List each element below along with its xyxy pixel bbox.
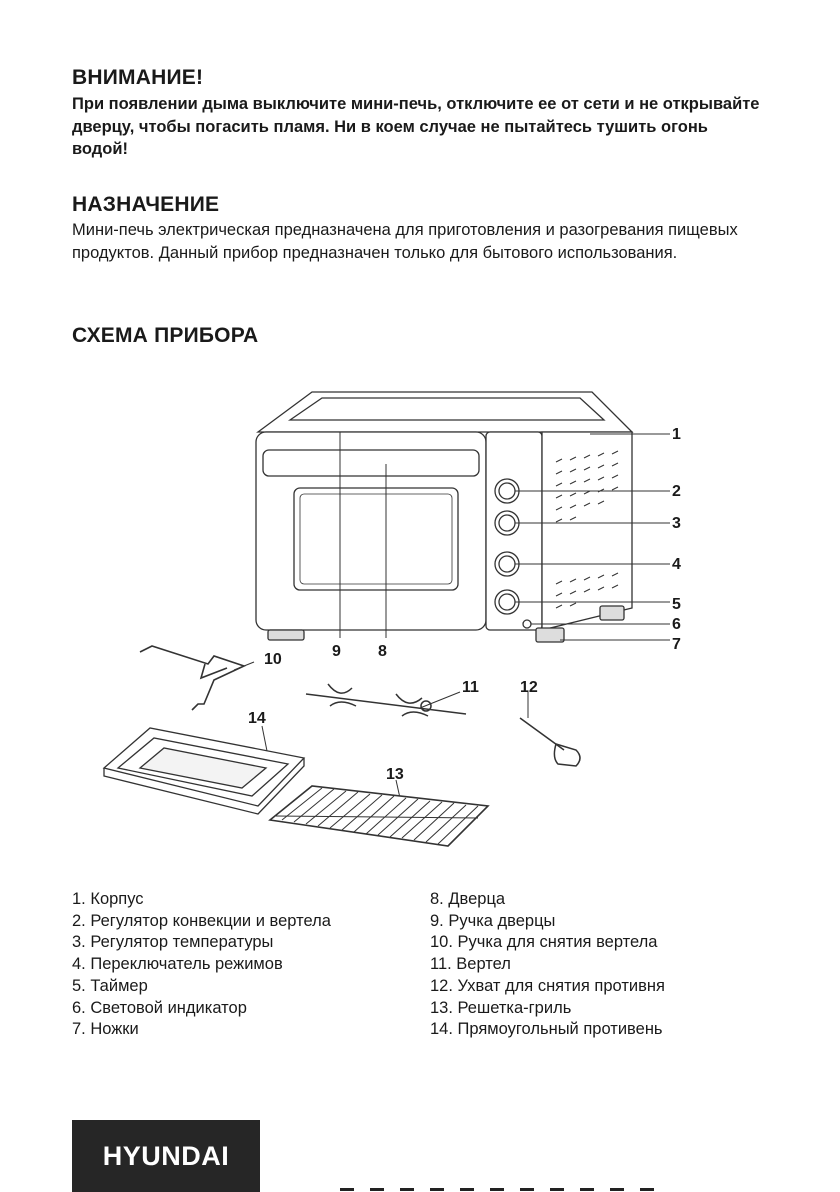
list-item: 13. Решетка-гриль — [430, 998, 572, 1017]
list-item: 14. Прямоугольный противень — [430, 1020, 663, 1039]
callout-1: 1 — [672, 426, 681, 443]
callout-3: 3 — [672, 515, 681, 532]
scheme-title: СХЕМА ПРИБОРА — [72, 324, 259, 347]
callout-9: 9 — [332, 643, 341, 660]
list-item: 10. Ручка для снятия вертела — [430, 933, 658, 952]
callout-14: 14 — [248, 710, 266, 727]
callout-11: 11 — [462, 679, 479, 696]
baking-tray — [104, 728, 304, 814]
list-item: 5. Таймер — [72, 976, 148, 995]
list-item: 4. Переключатель режимов — [72, 955, 283, 974]
warning-text: При появлении дыма выключите мини-печь, отключите ее от сети и не открывайте дверцу, чтобы погасить пламя. Ни в коем случае не пытайтесь тушить огонь водой! — [72, 95, 760, 158]
rotisserie-handle — [140, 646, 244, 710]
callout-7: 7 — [672, 636, 681, 653]
tray-lifter — [520, 718, 580, 766]
purpose-text: Мини-печь электрическая предназначена для приготовления и разогревания пищевых продуктов. Данный прибор предназначен только для бытового использования. — [72, 221, 738, 262]
warning-title: ВНИМАНИЕ! — [72, 66, 204, 89]
grill-rack — [270, 786, 488, 846]
list-item: 3. Регулятор температуры — [72, 933, 274, 952]
callout-13: 13 — [386, 766, 404, 783]
list-item: 2. Регулятор конвекции и вертела — [72, 911, 331, 930]
list-item: 1. Корпус — [72, 890, 144, 908]
callout-5: 5 — [672, 596, 681, 613]
list-item: 11. Вертел — [430, 955, 511, 974]
callout-2: 2 — [672, 483, 681, 500]
callout-10: 10 — [264, 651, 282, 668]
rotisserie-spit — [306, 684, 466, 716]
purpose-title: НАЗНАЧЕНИЕ — [72, 193, 220, 216]
list-item: 8. Дверца — [430, 890, 506, 908]
list-item: 9. Ручка дверцы — [430, 911, 556, 930]
callout-4: 4 — [672, 556, 681, 573]
list-item: 6. Световой индикатор — [72, 998, 247, 1017]
footer-divider — [340, 1188, 660, 1191]
list-item: 7. Ножки — [72, 1020, 139, 1039]
oven-diagram — [0, 380, 840, 880]
callout-12: 12 — [520, 679, 538, 696]
parts-list-left — [72, 889, 331, 1041]
brand-logo: HYUNDAI — [72, 1120, 260, 1192]
parts-list-right — [430, 889, 665, 1041]
callout-8: 8 — [378, 643, 387, 660]
list-item: 12. Ухват для снятия противня — [430, 976, 665, 995]
callout-6: 6 — [672, 616, 681, 633]
